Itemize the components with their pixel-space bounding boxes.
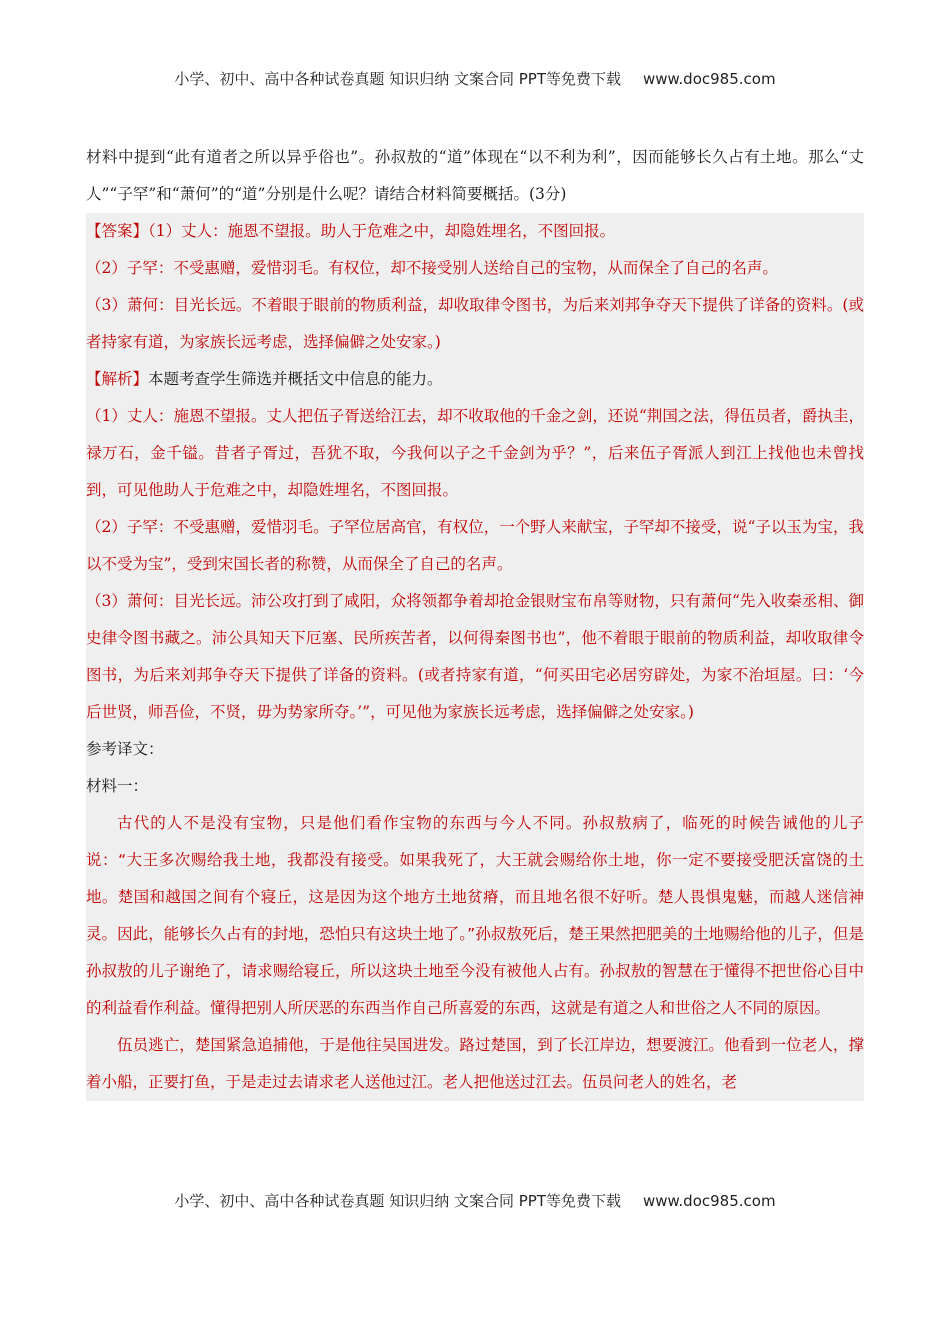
analysis-label: 【解析】: [86, 370, 149, 388]
header-url[interactable]: www.doc985.com: [642, 70, 776, 88]
page-footer: [0, 1190, 950, 1211]
answer-label: 【答案】: [86, 222, 149, 240]
reference-label: 参考译文：: [86, 740, 164, 758]
translation-2: 伍员逃亡，楚国紧急追捕他，于是他往吴国进发。路过楚国，到了长江岸边，想要渡江。他看到一位老人，撑着小船，正要打鱼，于是走过去请求老人送他过江。老人把他送过江去。伍员问老人的姓名，老: [86, 1036, 864, 1091]
answer-1: （1）丈人：施恩不望报。助人于危难之中，却隐姓埋名，不图回报。: [148, 222, 616, 240]
footer-url[interactable]: www.doc985.com: [642, 1192, 776, 1210]
analysis-intro-line: [86, 361, 864, 398]
answer-3: （3）萧何：目光长远。不着眼于眼前的物质利益，却收取律令图书，为后来刘邦争夺天下提供了详备的资料。(或者持家有道，为家族长远考虑，选择偏僻之处安家。): [86, 296, 864, 351]
analysis-1: （1）丈人：施恩不望报。丈人把伍子胥送给江去，却不收取他的千金之剑，还说“荆国之法，得伍员者，爵执圭，禄万石，金千镒。昔者子胥过，吾犹不取，今我何以子之千金剑为乎？”，后来伍子胥派人到江上找他也未曾找到，可见他助人于危难之中，却隐姓埋名，不图回报。: [86, 407, 864, 499]
analysis-3: （3）萧何：目光长远。沛公攻打到了咸阳，众将领都争着却抢金银财宝布帛等财物，只有萧何“先入收秦丞相、御史律令图书藏之。沛公具知天下厄塞、民所疾苦者，以何得秦图书也”，他不着眼于眼前的物质利益，却收取律令图书，为后来刘邦争夺天下提供了详备的资料。(或者持家有道，“何买田宅必居穷辟处，为家不治垣屋。曰：‘今后世贤，师吾俭，不贤，毋为势家所夺。’”，可见他为家族长远考虑，选择偏僻之处安家。): [86, 592, 864, 721]
footer-text: 小学、初中、高中各种试卷真题 知识归纳 文案合同 PPT等免费下载: [174, 1192, 621, 1210]
answer-2: （2）子罕：不受惠赠，爱惜羽毛。有权位，却不接受别人送给自己的宝物，从而保全了自己的名声。: [86, 259, 778, 277]
question-text: 材料中提到“此有道者之所以异乎俗也”。孙叔敖的“道”体现在“以不利为利”，因而能够长久占有土地。那么“丈人”“子罕”和“萧何”的“道”分别是什么呢？请结合材料简要概括。(3分): [86, 148, 864, 203]
answer-analysis-block: [86, 213, 864, 1101]
header-text: 小学、初中、高中各种试卷真题 知识归纳 文案合同 PPT等免费下载: [174, 70, 621, 88]
analysis-intro: 本题考查学生筛选并概括文中信息的能力。: [148, 370, 443, 388]
page-content: [86, 139, 864, 1101]
analysis-2: （2）子罕：不受惠赠，爱惜羽毛。子罕位居高官，有权位，一个野人来献宝，子罕却不接受，说“子以玉为宝，我以不受为宝”，受到宋国长者的称赞，从而保全了自己的名声。: [86, 518, 864, 573]
page-header: [0, 68, 950, 89]
translation-1: 古代的人不是没有宝物，只是他们看作宝物的东西与今人不同。孙叔敖病了，临死的时候告诫他的儿子说：“大王多次赐给我土地，我都没有接受。如果我死了，大王就会赐给你土地，你一定不要接受肥沃富饶的土地。楚国和越国之间有个寝丘，这是因为这个地方土地贫瘠，而且地名很不好听。楚人畏惧鬼魅，而越人迷信神灵。因此，能够长久占有的封地，恐怕只有这块土地了。”孙叔敖死后，楚王果然把肥美的土地赐给他的儿子，但是孙叔敖的儿子谢绝了，请求赐给寝丘，所以这块土地至今没有被他人占有。孙叔敖的智慧在于懂得不把世俗心目中的利益看作利益。懂得把别人所厌恶的东西当作自己所喜爱的东西，这就是有道之人和世俗之人不同的原因。: [86, 814, 864, 1017]
answer-line-1: [86, 213, 864, 250]
material-1-label: 材料一：: [86, 777, 149, 795]
